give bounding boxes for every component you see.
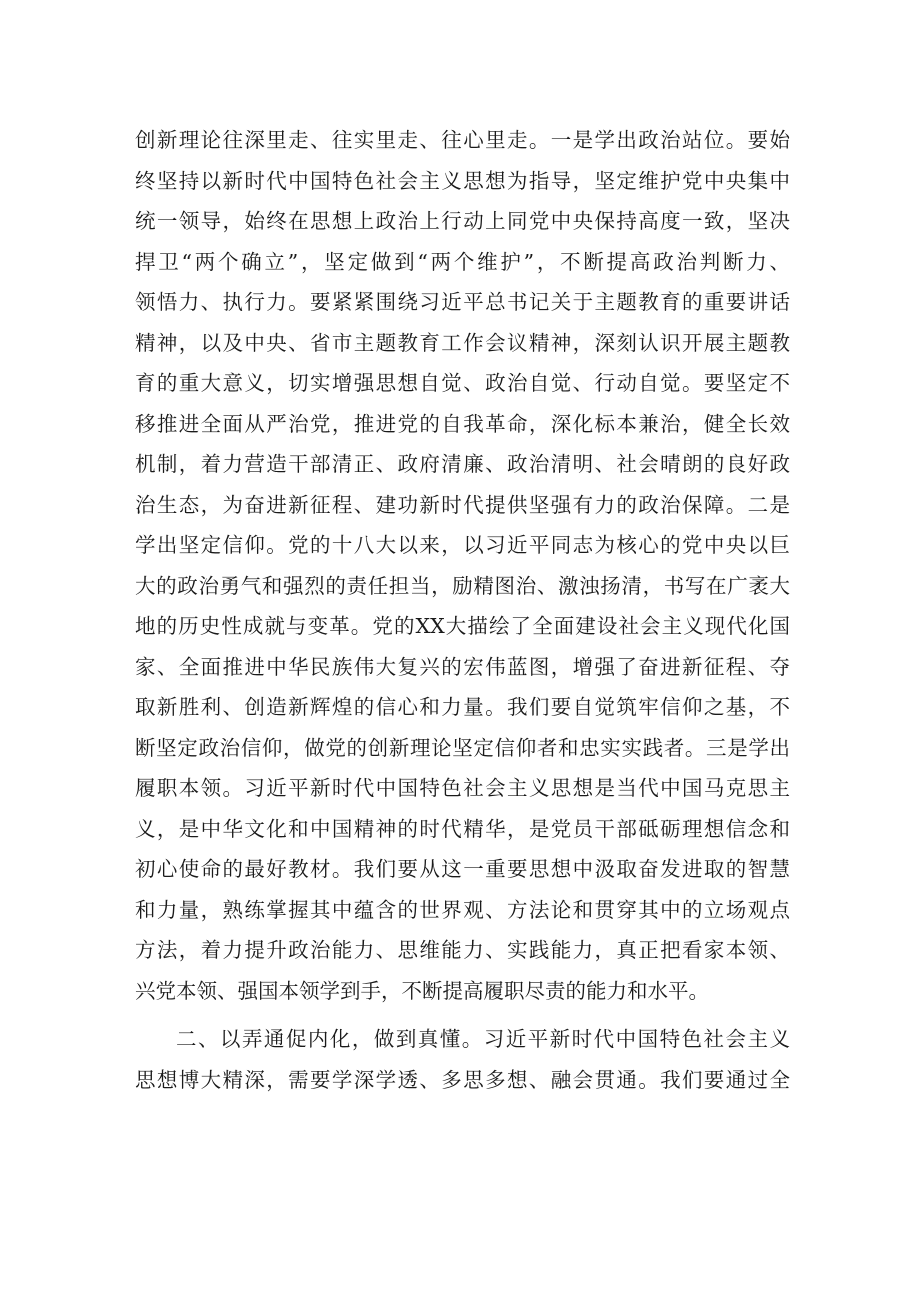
text-line: 思想博大精深，需要学深学透、多思多想、融会贯通。我们要通过全: [135, 1067, 790, 1092]
text-line: 和力量，熟练掌握其中蕴含的世界观、方法论和贯穿其中的立场观点: [135, 897, 790, 922]
text-line: 兴党本领、强国本领学到手，不断提高履职尽责的能力和水平。: [135, 978, 709, 1003]
text-line: 取新胜利、创造新辉煌的信心和力量。我们要自觉筑牢信仰之基，不: [135, 695, 790, 719]
text-line: 大的政治勇气和强烈的责任担当，励精图治、激浊扬清，书写在广袤大: [135, 573, 790, 598]
text-line: 义，是中华文化和中国精神的时代精华，是党员干部砥砺理想信念和: [135, 816, 790, 841]
text-line: 学出坚定信仰。党的十八大以来，以习近平同志为核心的党中央以巨: [135, 533, 790, 557]
text-line: 捍卫“两个确立”，坚定做到“两个维护”，不断提高政治判断力、: [135, 249, 790, 274]
text-line: 终坚持以新时代中国特色社会主义思想为指导，坚定维护党中央集中: [135, 168, 790, 193]
text-line: 机制，着力营造干部清正、政府清廉、政治清明、社会晴朗的良好政: [135, 452, 790, 476]
text-line: 履职本领。习近平新时代中国特色社会主义思想是当代中国马克思主: [135, 776, 790, 800]
text-line: 治生态，为奋进新征程、建功新时代提供坚强有力的政治保障。二是: [135, 492, 790, 517]
text-line: 领悟力、执行力。要紧紧围绕习近平总书记关于主题教育的重要讲话: [135, 290, 790, 314]
text-line: 育的重大意义，切实增强思想自觉、政治自觉、行动自觉。要坚定不: [135, 371, 790, 395]
text-line: 创新理论往深里走、往实里走、往心里走。一是学出政治站位。要始: [135, 128, 790, 152]
text-line: 精神，以及中央、省市主题教育工作会议精神，深刻认识开展主题教: [135, 330, 790, 355]
paragraph-gap: [135, 1011, 790, 1019]
text-line: 断坚定政治信仰，做党的创新理论坚定信仰者和忠实实践者。三是学出: [135, 735, 790, 760]
text-line: 二、以弄通促内化，做到真懂。习近平新时代中国特色社会主义: [176, 1027, 790, 1051]
text-line: 地的历史性成就与变革。党的XX大描绘了全面建设社会主义现代化国: [135, 614, 790, 638]
text-line: 家、全面推进中华民族伟大复兴的宏伟蓝图，增强了奋进新征程、夺: [135, 654, 790, 679]
paragraph-1: [135, 120, 790, 1011]
text-line: 统一领导，始终在思想上政治上行动上同党中央保持高度一致，坚决: [135, 209, 790, 233]
text-line: 初心使命的最好教材。我们要从这一重要思想中汲取奋发进取的智慧: [135, 857, 790, 881]
text-line: 移推进全面从严治党，推进党的自我革命，深化标本兼治，健全长效: [135, 411, 790, 436]
document-body: [135, 120, 790, 1100]
paragraph-2: [135, 1019, 790, 1100]
text-line: 方法，着力提升政治能力、思维能力、实践能力，真正把看家本领、: [135, 938, 790, 962]
